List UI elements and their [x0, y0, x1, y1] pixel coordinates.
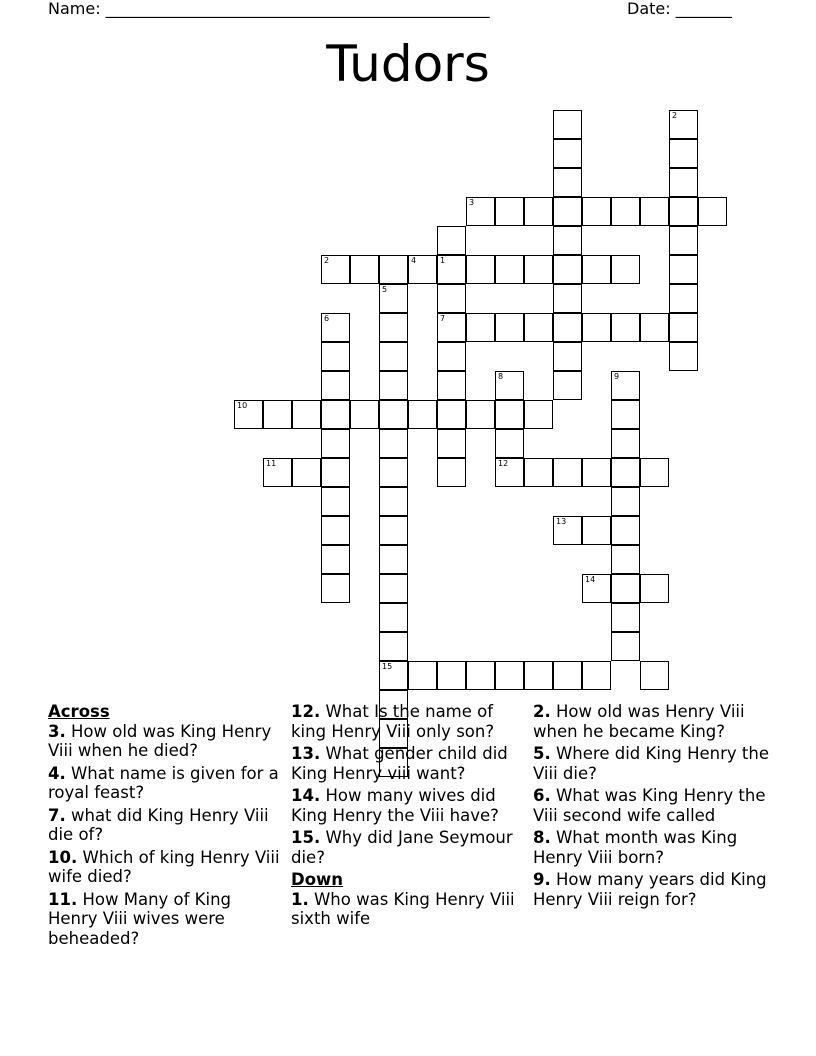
- crossword-cell[interactable]: [669, 284, 698, 313]
- crossword-cell[interactable]: [524, 313, 553, 342]
- crossword-cell[interactable]: [553, 284, 582, 313]
- crossword-cell[interactable]: [437, 371, 466, 400]
- clue-number: 9: [614, 372, 620, 381]
- clue-number-label: 7.: [48, 805, 66, 825]
- clue-text: What month was King Henry Viii born?: [533, 828, 738, 867]
- crossword-cell[interactable]: [466, 400, 495, 429]
- crossword-cell[interactable]: [437, 284, 466, 313]
- crossword-cell[interactable]: [669, 110, 698, 139]
- crossword-cell[interactable]: [640, 458, 669, 487]
- clue-number: 14: [585, 575, 596, 584]
- crossword-cell[interactable]: [321, 371, 350, 400]
- crossword-cell[interactable]: [379, 632, 408, 661]
- crossword-cell[interactable]: [321, 429, 350, 458]
- crossword-cell[interactable]: [321, 255, 350, 284]
- clue-item: [48, 722, 283, 761]
- crossword-cell[interactable]: [379, 313, 408, 342]
- crossword-cell[interactable]: [466, 197, 495, 226]
- crossword-cell[interactable]: [495, 197, 524, 226]
- crossword-cell[interactable]: [669, 168, 698, 197]
- clue-text: Who was King Henry Viii sixth wife: [291, 889, 515, 928]
- crossword-cell[interactable]: [292, 458, 321, 487]
- clue-number-label: 9.: [533, 870, 551, 889]
- crossword-cell[interactable]: [611, 371, 640, 400]
- crossword-cell[interactable]: [611, 458, 640, 487]
- crossword-cell[interactable]: [408, 255, 437, 284]
- crossword-cell[interactable]: [321, 516, 350, 545]
- clue-number-label: 1.: [291, 889, 309, 909]
- clue-number-label: 8.: [533, 828, 551, 847]
- clue-text: How old was King Henry Viii when he died?: [48, 721, 272, 760]
- crossword-cell[interactable]: [611, 545, 640, 574]
- crossword-cell[interactable]: [263, 400, 292, 429]
- clue-number: 2: [324, 256, 330, 265]
- clue-number-label: 15.: [291, 828, 321, 847]
- clue-number-label: 12.: [291, 702, 321, 721]
- crossword-cell[interactable]: [582, 661, 611, 690]
- crossword-cell[interactable]: [669, 139, 698, 168]
- clue-text: What was King Henry the Viii second wife called: [533, 786, 766, 825]
- crossword-cell[interactable]: [553, 226, 582, 255]
- crossword-cell[interactable]: [698, 197, 727, 226]
- clue-number: 12: [498, 459, 509, 468]
- crossword-cell[interactable]: [553, 371, 582, 400]
- crossword-cell[interactable]: [466, 313, 495, 342]
- crossword-cell[interactable]: [553, 168, 582, 197]
- crossword-cell[interactable]: [611, 197, 640, 226]
- clue-number: 15: [382, 662, 393, 671]
- crossword-cell[interactable]: [495, 313, 524, 342]
- crossword-cell[interactable]: [379, 603, 408, 632]
- clue-number-label: 2.: [533, 702, 551, 721]
- clue-column-2: [291, 702, 527, 932]
- crossword-cell[interactable]: [437, 342, 466, 371]
- clue-item: [533, 744, 773, 783]
- clue-text: How many years did King Henry Viii reign for?: [533, 870, 767, 909]
- crossword-cell[interactable]: [379, 487, 408, 516]
- clue-number: 7: [440, 314, 446, 323]
- crossword-cell[interactable]: [321, 400, 350, 429]
- clue-number: 3: [469, 198, 475, 207]
- crossword-cell[interactable]: [524, 458, 553, 487]
- crossword-cell[interactable]: [379, 371, 408, 400]
- crossword-cell[interactable]: [495, 661, 524, 690]
- crossword-cell[interactable]: [234, 400, 263, 429]
- clue-text: How Many of King Henry Viii wives were beheaded?: [48, 889, 232, 948]
- crossword-cell[interactable]: [669, 255, 698, 284]
- clue-number: 4: [411, 256, 417, 265]
- crossword-cell[interactable]: [611, 313, 640, 342]
- clue-number: 10: [237, 401, 248, 410]
- crossword-cell[interactable]: [669, 226, 698, 255]
- clue-number-label: 5.: [533, 744, 551, 763]
- crossword-cell[interactable]: [553, 255, 582, 284]
- crossword-cell[interactable]: [553, 139, 582, 168]
- clue-text: What Is the name of king Henry Viii only son?: [291, 702, 495, 741]
- crossword-cell[interactable]: [611, 603, 640, 632]
- crossword-cell[interactable]: [379, 661, 408, 690]
- crossword-cell[interactable]: [611, 487, 640, 516]
- crossword-cell[interactable]: [437, 255, 466, 284]
- clue-number: 11: [266, 459, 277, 468]
- clue-text: what did King Henry Viii die of?: [48, 805, 269, 844]
- clue-number: 8: [498, 372, 504, 381]
- crossword-cell[interactable]: [379, 342, 408, 371]
- crossword-cell[interactable]: [379, 516, 408, 545]
- crossword-cell[interactable]: [408, 661, 437, 690]
- clue-number-label: 10.: [48, 847, 78, 867]
- clue-item: [291, 890, 527, 929]
- crossword-cell[interactable]: [495, 400, 524, 429]
- crossword-cell[interactable]: [495, 429, 524, 458]
- clue-text: Which of king Henry Viii wife died?: [48, 847, 280, 886]
- clue-number: 13: [556, 517, 567, 526]
- clue-item: [291, 744, 527, 783]
- crossword-cell[interactable]: [495, 255, 524, 284]
- name-field[interactable]: Name: ________________________________________________: [48, 0, 490, 18]
- crossword-cell[interactable]: [437, 400, 466, 429]
- clue-text: How old was Henry Viii when he became King?: [533, 702, 745, 741]
- crossword-cell[interactable]: [495, 371, 524, 400]
- crossword-cell[interactable]: [553, 661, 582, 690]
- crossword-cell[interactable]: [640, 313, 669, 342]
- clue-number: 1: [440, 256, 446, 265]
- crossword-cell[interactable]: [524, 255, 553, 284]
- crossword-cell[interactable]: [582, 458, 611, 487]
- crossword-cell[interactable]: [437, 226, 466, 255]
- crossword-cell[interactable]: [553, 458, 582, 487]
- crossword-cell[interactable]: [553, 110, 582, 139]
- crossword-cell[interactable]: [350, 255, 379, 284]
- crossword-cell[interactable]: [524, 197, 553, 226]
- crossword-cell[interactable]: [553, 197, 582, 226]
- crossword-cell[interactable]: [263, 458, 292, 487]
- crossword-cell[interactable]: [669, 342, 698, 371]
- crossword-cell[interactable]: [611, 632, 640, 661]
- crossword-cell[interactable]: [379, 458, 408, 487]
- crossword-cell[interactable]: [611, 429, 640, 458]
- crossword-cell[interactable]: [437, 429, 466, 458]
- crossword-cell[interactable]: [321, 574, 350, 603]
- crossword-cell[interactable]: [466, 661, 495, 690]
- crossword-cell[interactable]: [669, 197, 698, 226]
- crossword-cell[interactable]: [611, 516, 640, 545]
- clue-item: [291, 702, 527, 741]
- crossword-cell[interactable]: [437, 458, 466, 487]
- clue-number: 2: [672, 111, 678, 120]
- crossword-cell[interactable]: [292, 400, 321, 429]
- clue-number-label: 6.: [533, 786, 551, 805]
- clue-column-1: [48, 702, 283, 951]
- clue-item: [48, 848, 283, 887]
- crossword-cell[interactable]: [524, 661, 553, 690]
- crossword-cell[interactable]: [553, 516, 582, 545]
- clue-number-label: 4.: [48, 763, 66, 783]
- crossword-cell[interactable]: [321, 545, 350, 574]
- clue-number-label: 3.: [48, 721, 66, 741]
- crossword-cell[interactable]: [582, 574, 611, 603]
- clue-item: [533, 828, 773, 867]
- crossword-cell[interactable]: [582, 516, 611, 545]
- crossword-cell[interactable]: [524, 400, 553, 429]
- clue-number: 5: [382, 285, 388, 294]
- clue-item: [291, 786, 527, 825]
- crossword-cell[interactable]: [495, 458, 524, 487]
- clue-item: [291, 828, 527, 867]
- crossword-cell[interactable]: [379, 545, 408, 574]
- across-heading: Across: [48, 702, 110, 721]
- crossword-cell[interactable]: [379, 400, 408, 429]
- crossword-cell[interactable]: [321, 487, 350, 516]
- date-field[interactable]: Date: _______: [627, 0, 732, 18]
- crossword-cell[interactable]: [379, 255, 408, 284]
- crossword-cell[interactable]: [321, 458, 350, 487]
- crossword-cell[interactable]: [379, 429, 408, 458]
- crossword-cell[interactable]: [611, 400, 640, 429]
- crossword-cell[interactable]: [582, 197, 611, 226]
- crossword-cell[interactable]: [379, 574, 408, 603]
- crossword-cell[interactable]: [582, 255, 611, 284]
- crossword-cell[interactable]: [408, 400, 437, 429]
- crossword-cell[interactable]: [640, 197, 669, 226]
- crossword-cell[interactable]: [640, 661, 669, 690]
- crossword-cell[interactable]: [611, 574, 640, 603]
- clue-number-label: 14.: [291, 786, 321, 805]
- clue-item: [48, 806, 283, 845]
- clue-item: [533, 870, 773, 909]
- crossword-cell[interactable]: [350, 400, 379, 429]
- crossword-cell[interactable]: [669, 313, 698, 342]
- crossword-cell[interactable]: [437, 313, 466, 342]
- crossword-cell[interactable]: [640, 574, 669, 603]
- clue-item: [48, 890, 283, 949]
- clue-number-label: 11.: [48, 889, 78, 909]
- clue-text: Why did Jane Seymour die?: [291, 828, 513, 867]
- crossword-cell[interactable]: [321, 342, 350, 371]
- clue-item: [533, 702, 773, 741]
- clue-text: What name is given for a royal feast?: [48, 763, 279, 802]
- crossword-cell[interactable]: [466, 255, 495, 284]
- clue-number: 6: [324, 314, 330, 323]
- crossword-cell[interactable]: [553, 313, 582, 342]
- clue-item: [48, 764, 283, 803]
- crossword-cell[interactable]: [553, 342, 582, 371]
- clue-column-3: [533, 702, 773, 912]
- page-title: Tudors: [326, 35, 490, 93]
- clue-number-label: 13.: [291, 744, 321, 763]
- down-heading: Down: [291, 870, 344, 889]
- clue-item: [533, 786, 773, 825]
- crossword-cell[interactable]: [437, 661, 466, 690]
- clue-text: Where did King Henry the Viii die?: [533, 744, 769, 783]
- crossword-cell[interactable]: [582, 313, 611, 342]
- clue-text: What gender child did King Henry viii want?: [291, 744, 508, 783]
- clue-text: How many wives did King Henry the Viii have?: [291, 786, 499, 825]
- crossword-cell[interactable]: [611, 255, 640, 284]
- crossword-cell[interactable]: [379, 284, 408, 313]
- crossword-cell[interactable]: [321, 313, 350, 342]
